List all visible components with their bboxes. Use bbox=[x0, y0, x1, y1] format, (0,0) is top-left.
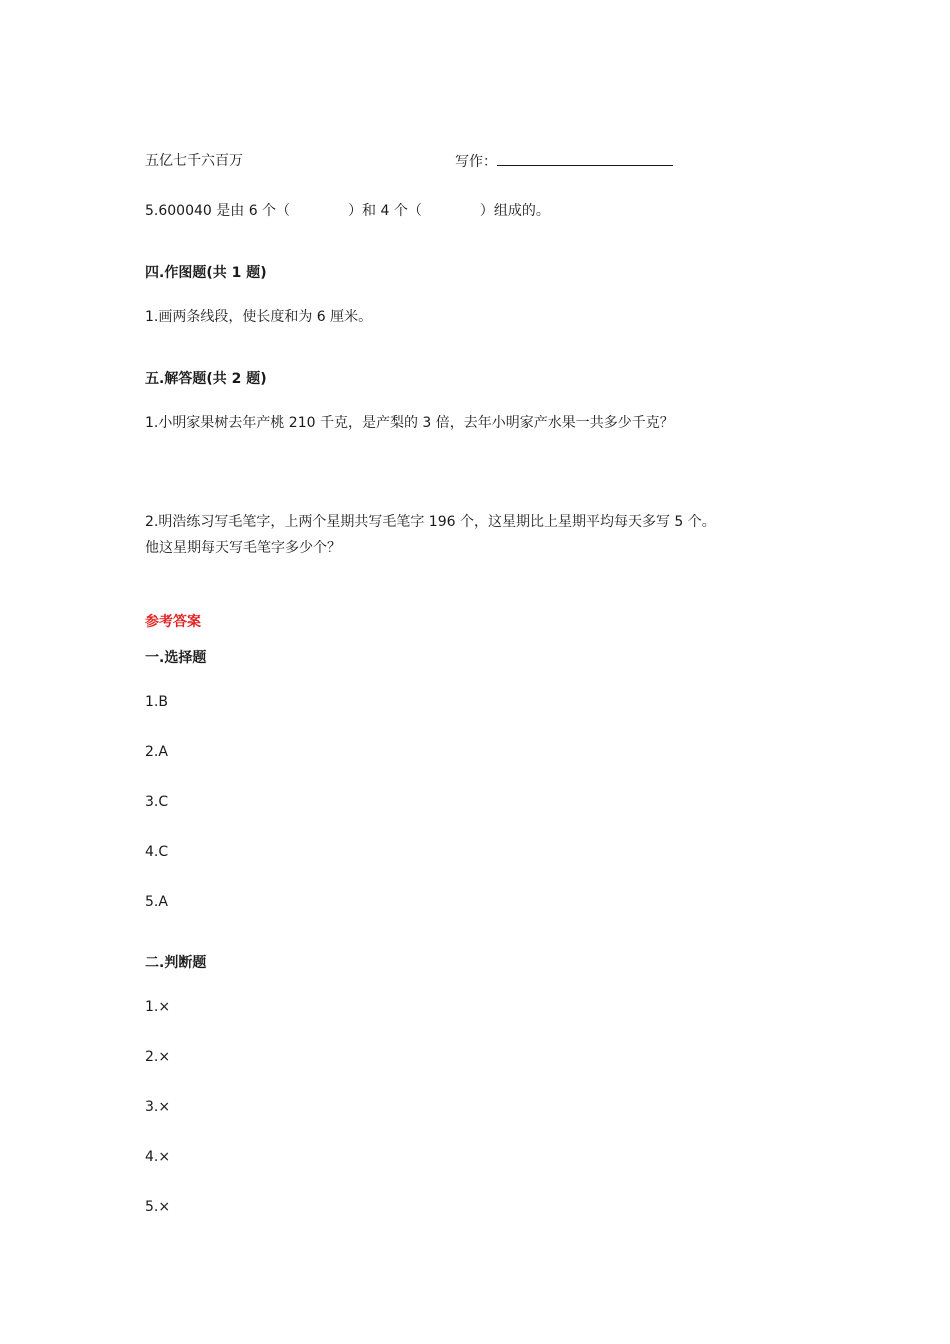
section5-question-2-line1: 2.明浩练习写毛笔字，上两个星期共写毛笔字 196 个，这星期比上星期平均每天多写 5 个。 bbox=[145, 514, 716, 530]
choice-heading: 一.选择题 bbox=[145, 650, 207, 666]
number-words: 五亿七千六百万 bbox=[145, 153, 243, 169]
choice-answer-1: 1.B bbox=[145, 694, 168, 710]
choice-answer-2: 2.A bbox=[145, 744, 168, 760]
compose-prefix: 5.600040 是由 6 个（ bbox=[145, 203, 291, 219]
section4-question-1: 1.画两条线段，使长度和为 6 厘米。 bbox=[145, 309, 373, 325]
writing-blank[interactable] bbox=[497, 151, 673, 166]
judge-answer-1: 1.× bbox=[145, 999, 171, 1015]
compose-suffix: ）组成的。 bbox=[479, 203, 550, 219]
compose-middle: ）和 4 个（ bbox=[348, 203, 422, 219]
section5-question-2-line2: 他这星期每天写毛笔字多少个？ bbox=[145, 540, 341, 556]
writing-field bbox=[455, 151, 673, 172]
answers-title: 参考答案 bbox=[145, 614, 201, 630]
choice-answer-4: 4.C bbox=[145, 844, 169, 860]
section4-heading: 四.作图题(共 1 题) bbox=[145, 265, 267, 281]
judge-answer-3: 3.× bbox=[145, 1099, 171, 1115]
section5-question-1: 1.小明家果树去年产桃 210 千克，是产梨的 3 倍，去年小明家产水果一共多少千克？ bbox=[145, 415, 674, 431]
judge-answer-4: 4.× bbox=[145, 1149, 171, 1165]
writing-label: 写作： bbox=[455, 154, 497, 170]
compose-question bbox=[145, 201, 550, 221]
judge-heading: 二.判断题 bbox=[145, 955, 207, 971]
choice-answer-3: 3.C bbox=[145, 794, 169, 810]
judge-answer-2: 2.× bbox=[145, 1049, 171, 1065]
judge-answer-5: 5.× bbox=[145, 1199, 171, 1215]
section5-heading: 五.解答题(共 2 题) bbox=[145, 371, 267, 387]
choice-answer-5: 5.A bbox=[145, 894, 168, 910]
